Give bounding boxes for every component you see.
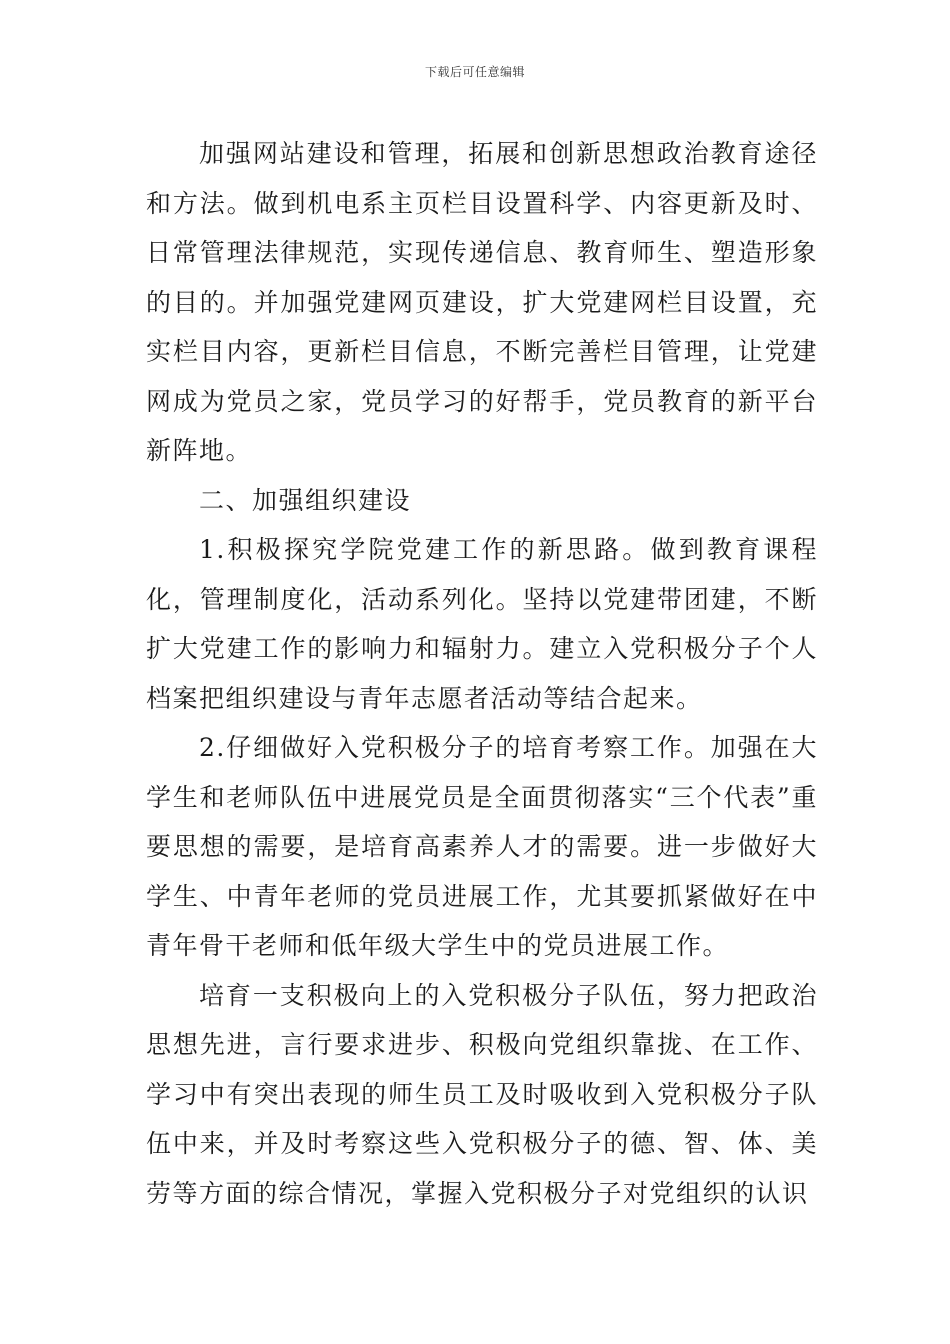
section-heading: 二、加强组织建设 xyxy=(199,485,412,515)
paragraph-cultivate: 培育一支积极向上的入党积极分子队伍，努力把政治思想先进，言行要求进步、积极向党组织靠拢、在工作、学习中有突出表现的师生员工及时吸收到入党积极分子队伍中来，并及时考察这些入党积极分子的德、智、体、美劳等方面的综合情况，掌握入党积极分子对党组织的认识 xyxy=(146,980,818,1208)
paragraph-website: 加强网站建设和管理，拓展和创新思想政治教育途径和方法。做到机电系主页栏目设置科学、内容更新及时、日常管理法律规范，实现传递信息、教育师生、塑造形象的目的。并加强党建网页建设，扩大党建网栏目设置，充实栏目内容，更新栏目信息，不断完善栏目管理，让党建网成为党员之家，党员学习的好帮手，党员教育的新平台新阵地。 xyxy=(146,139,818,465)
document-body xyxy=(146,129,818,1218)
paragraph-item-1: 1.积极探究学院党建工作的新思路。做到教育课程化，管理制度化，活动系列化。坚持以党建带团建，不断扩大党建工作的影响力和辐射力。建立入党积极分子个人档案把组织建设与青年志愿者活动等结合起来。 xyxy=(146,535,818,713)
header-note: 下载后可任意编辑 xyxy=(424,65,525,79)
paragraph-item-2: 2.仔细做好入党积极分子的培育考察工作。加强在大学生和老师队伍中进展党员是全面贯彻落实“三个代表”重要思想的需要，是培育高素养人才的需要。进一步做好大学生、中青年老师的党员进展工作，尤其要抓紧做好在中青年骨干老师和低年级大学生中的党员进展工作。 xyxy=(146,733,818,960)
